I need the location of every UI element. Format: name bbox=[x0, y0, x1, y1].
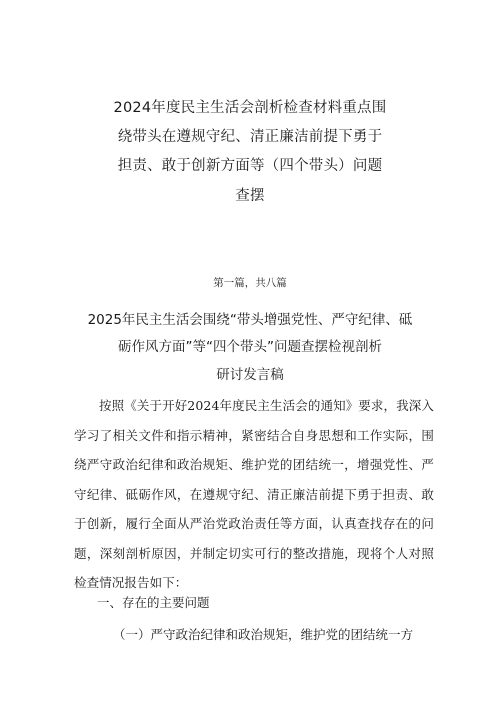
document-title-line-2: 绕带头在遵规守纪、清正廉洁前提下勇于 bbox=[117, 129, 383, 145]
document-title-line-1: 2024年度民主生活会剖析检查材料重点围 bbox=[113, 100, 387, 116]
item-heading: （一）严守政治纪律和政治规矩，维护党的团结统一方 bbox=[113, 627, 414, 642]
body-paragraph: 按照《关于开好2024年度民主生活会的通知》要求，我深入学习了相关文件和指示精神，紧密结合自身思想和工作实际，围绕严守政治纪律和政治规矩、维护党的团结统一，增强党性、严守纪律、砥砺作风，在遵规守纪、清正廉洁前提下勇于担责、敢于创新，履行全面从严治党政治责任等方面，认真查找存在的问题，深刻剖析原因，并制定切实可行的整改措施，现将个人对照检查情况报告如下： bbox=[74, 398, 434, 590]
speech-title-line-3: 研讨发言稿 bbox=[216, 367, 284, 383]
speech-title-line-1: 2025年民主生活会围绕“带头增强党性、严守纪律、砥 bbox=[87, 312, 413, 328]
section-heading: 一、存在的主要问题 bbox=[97, 595, 210, 610]
document-title-line-3: 担责、敢于创新方面等（四个带头）问题 bbox=[117, 158, 383, 174]
document-title-line-4: 查摆 bbox=[235, 188, 265, 204]
speech-title-line-2: 砺作风方面”等“四个带头”问题查摆检视剖析 bbox=[118, 339, 382, 355]
part-label: 第一篇，共八篇 bbox=[213, 277, 287, 289]
